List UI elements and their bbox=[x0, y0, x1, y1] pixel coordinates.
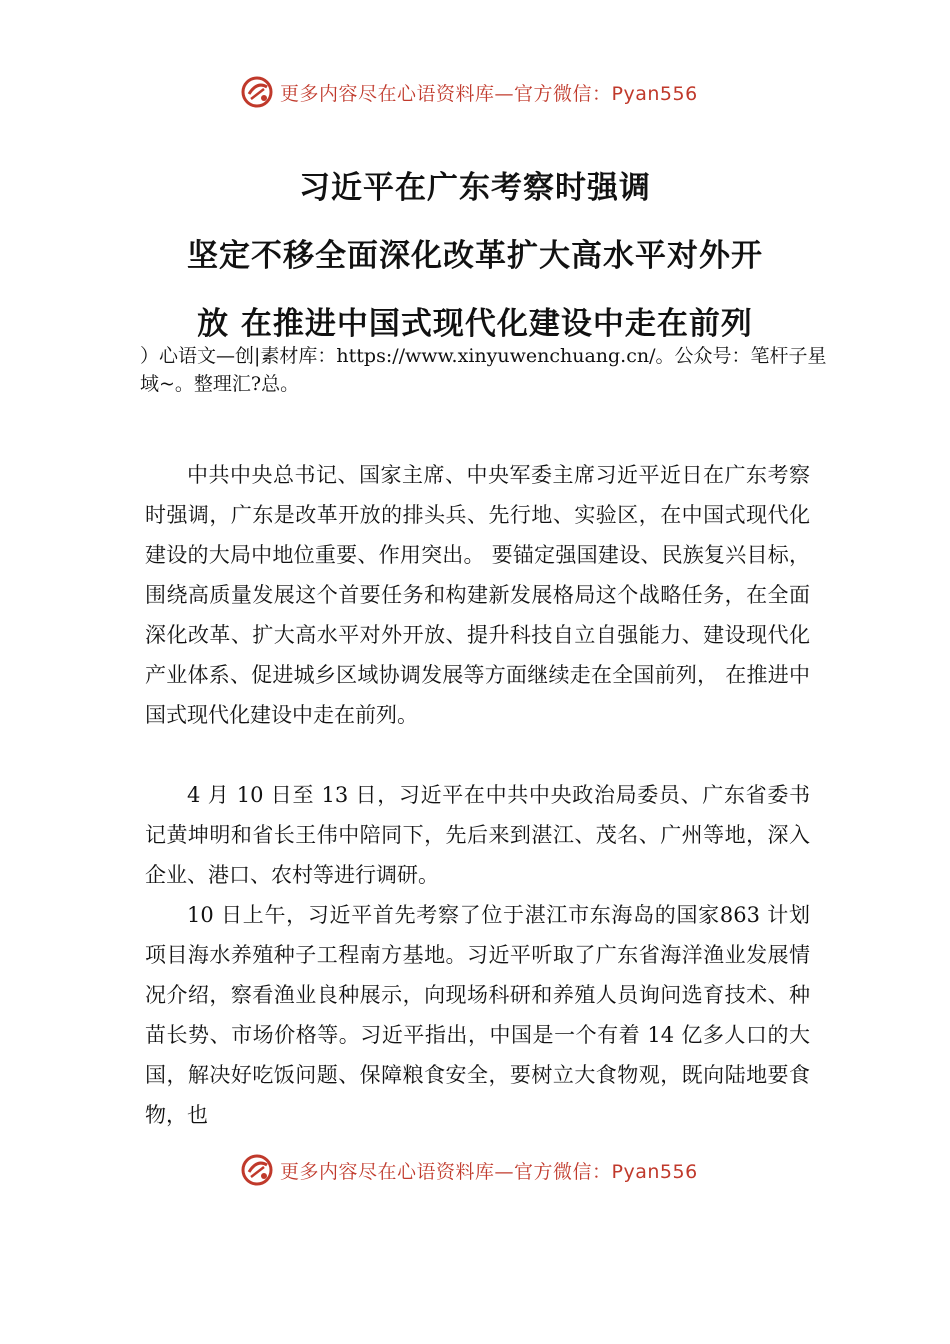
banner-text: 更多内容尽在心语资料库—官方微信：Pyan556 bbox=[280, 82, 698, 105]
title-line-2: 坚定不移全面深化改革扩大高水平对外开 bbox=[187, 238, 763, 274]
source-note: ）心语文—创|素材库：https://www.xinyuwenchuang.cn/。公众号：笔杆子星域~。整理汇?总。 bbox=[140, 345, 827, 395]
title-line-1: 习近平在广东考察时强调 bbox=[299, 170, 651, 206]
banner-text: 更多内容尽在心语资料库—官方微信：Pyan556 bbox=[280, 1160, 698, 1183]
paragraph-1: 中共中央总书记、国家主席、中央军委主席习近平近日在广东考察时强调，广东是改革开放的排头兵、先行地、实验区，在中国式现代化建设的大局中地位重要、作用突出。 要锚定强国建设、民族复兴目标，围绕高质量发展这个首要任务和构建新发展格局这个战略任务，在全面深化改革、扩大高水平对外开放、提升科技自立自强能力、建设现代化产业体系、促进城乡区域协调发展等方面继续走在全国前列， 在推进中国式现代化建设中走在前列。 bbox=[145, 463, 810, 727]
logo-icon bbox=[240, 75, 274, 109]
logo-icon bbox=[240, 1153, 274, 1187]
footer-banner bbox=[0, 1150, 950, 1190]
title-line-3: 放 在推进中国式现代化建设中走在前列 bbox=[197, 306, 753, 342]
paragraph-2: 4 月 10 日至 13 日，习近平在中共中央政治局委员、广东省委书记黄坤明和省长王伟中陪同下，先后来到湛江、茂名、广州等地，深入企业、港口、农村等进行调研。 bbox=[145, 783, 810, 887]
paragraph-3: 10 日上午，习近平首先考察了位于湛江市东海岛的国家863 计划项目海水养殖种子工程南方基地。习近平听取了广东省海洋渔业发展情况介绍，察看渔业良种展示，向现场科研和养殖人员询问选育技术、种苗长势、市场价格等。习近平指出，中国是一个有着 14 亿多人口的大国，解决好吃饭问题、保障粮食安全，要树立大食物观，既向陆地要食物，也 bbox=[145, 903, 810, 1127]
header-banner bbox=[0, 72, 950, 112]
